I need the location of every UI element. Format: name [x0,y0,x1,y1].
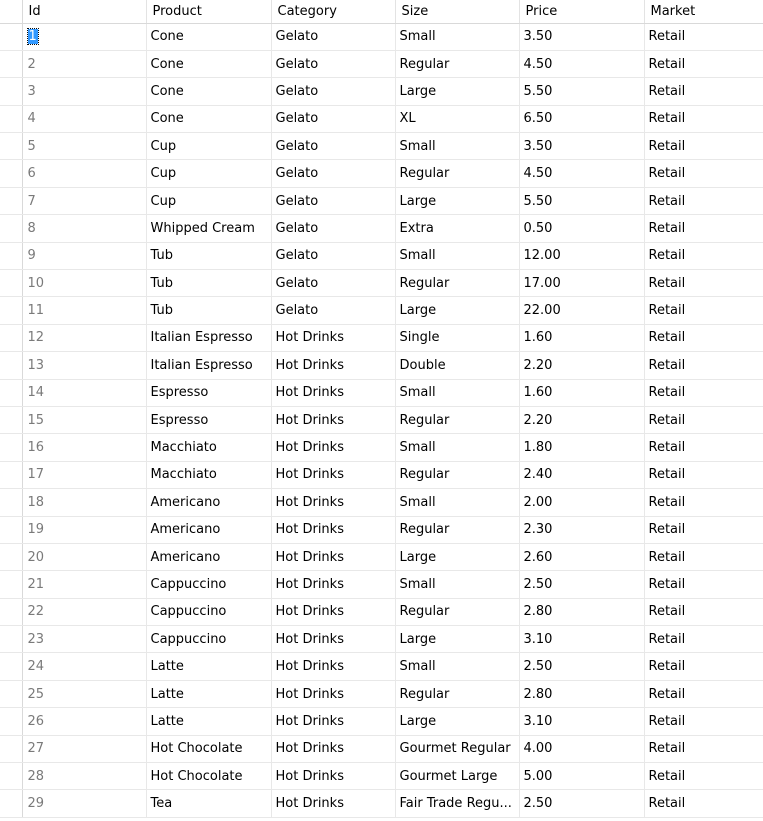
cell-market[interactable]: Retail [644,160,763,187]
cell-price[interactable]: 2.40 [519,461,644,488]
cell-product[interactable]: Cappuccino [146,571,271,598]
cell-product[interactable]: Latte [146,680,271,707]
cell-category[interactable]: Gelato [271,50,395,77]
cell-market[interactable]: Retail [644,543,763,570]
table-row[interactable] [0,270,763,297]
row-header[interactable] [0,406,22,433]
grid-body [0,23,763,817]
cell-market[interactable]: Retail [644,23,763,50]
cell-product[interactable]: Cone [146,23,271,50]
table-row[interactable] [0,489,763,516]
cell-product[interactable]: Whipped Cream [146,215,271,242]
cell-price[interactable]: 4.50 [519,160,644,187]
cell-id[interactable]: 9 [22,242,146,269]
cell-category[interactable]: Hot Drinks [271,516,395,543]
cell-price[interactable]: 6.50 [519,105,644,132]
cell-category[interactable]: Hot Drinks [271,571,395,598]
cell-category[interactable]: Hot Drinks [271,543,395,570]
table-row[interactable] [0,680,763,707]
table-row[interactable] [0,763,763,790]
cell-product[interactable]: Espresso [146,406,271,433]
row-header[interactable] [0,215,22,242]
cell-category[interactable]: Hot Drinks [271,489,395,516]
cell-category[interactable]: Gelato [271,160,395,187]
table-row[interactable] [0,379,763,406]
table-row[interactable] [0,708,763,735]
cell-id[interactable]: 18 [22,489,146,516]
cell-category[interactable]: Hot Drinks [271,434,395,461]
cell-market[interactable]: Retail [644,297,763,324]
row-header[interactable] [0,461,22,488]
cell-product[interactable]: Hot Chocolate [146,763,271,790]
cell-category[interactable]: Hot Drinks [271,680,395,707]
cell-price[interactable]: 22.00 [519,297,644,324]
row-header-corner[interactable] [0,0,22,23]
cell-size[interactable]: Regular [395,598,519,625]
cell-price[interactable]: 2.80 [519,598,644,625]
row-header[interactable] [0,23,22,50]
header-row [0,0,763,23]
cell-market[interactable]: Retail [644,598,763,625]
cell-size[interactable]: Double [395,352,519,379]
table-row[interactable] [0,133,763,160]
cell-price[interactable]: 3.10 [519,708,644,735]
cell-size[interactable]: Small [395,133,519,160]
cell-id[interactable]: 3 [22,78,146,105]
row-header[interactable] [0,160,22,187]
cell-category[interactable]: Gelato [271,133,395,160]
cell-size[interactable]: Gourmet Large [395,763,519,790]
cell-id[interactable]: 19 [22,516,146,543]
cell-size[interactable]: Small [395,571,519,598]
table-row[interactable] [0,78,763,105]
cell-size[interactable]: Regular [395,406,519,433]
cell-price[interactable]: 3.50 [519,23,644,50]
cell-size[interactable]: XL [395,105,519,132]
cell-price[interactable]: 1.60 [519,379,644,406]
cell-id[interactable]: 28 [22,763,146,790]
cell-id[interactable]: 6 [22,160,146,187]
row-header[interactable] [0,543,22,570]
cell-product[interactable]: Cappuccino [146,626,271,653]
cell-product[interactable]: Latte [146,708,271,735]
table-row[interactable] [0,105,763,132]
cell-market[interactable]: Retail [644,735,763,762]
row-header[interactable] [0,626,22,653]
cell-id[interactable]: 8 [22,215,146,242]
row-header[interactable] [0,50,22,77]
cell-id[interactable]: 10 [22,270,146,297]
cell-id[interactable]: 25 [22,680,146,707]
cell-price[interactable]: 5.50 [519,78,644,105]
column-header-market[interactable]: Market [644,0,763,23]
cell-price[interactable]: 12.00 [519,242,644,269]
column-header-size[interactable]: Size [395,0,519,23]
row-header[interactable] [0,708,22,735]
cell-price[interactable]: 2.20 [519,352,644,379]
row-header[interactable] [0,105,22,132]
cell-price[interactable]: 3.50 [519,133,644,160]
cell-price[interactable]: 2.50 [519,653,644,680]
table-row[interactable] [0,23,763,50]
cell-id[interactable]: 22 [22,598,146,625]
row-header[interactable] [0,242,22,269]
table-row[interactable] [0,571,763,598]
row-header[interactable] [0,352,22,379]
cell-id[interactable]: 24 [22,653,146,680]
row-header[interactable] [0,571,22,598]
cell-market[interactable]: Retail [644,489,763,516]
cell-size[interactable]: Regular [395,270,519,297]
row-header[interactable] [0,434,22,461]
cell-price[interactable]: 0.50 [519,215,644,242]
table-row[interactable] [0,406,763,433]
cell-id[interactable]: 12 [22,324,146,351]
cell-product[interactable]: Macchiato [146,461,271,488]
cell-price[interactable]: 2.20 [519,406,644,433]
cell-category[interactable]: Hot Drinks [271,763,395,790]
cell-price[interactable]: 2.50 [519,571,644,598]
cell-size[interactable]: Regular [395,680,519,707]
cell-product[interactable]: Tub [146,242,271,269]
cell-product[interactable]: Espresso [146,379,271,406]
row-header[interactable] [0,653,22,680]
cell-category[interactable]: Hot Drinks [271,324,395,351]
table-row[interactable] [0,434,763,461]
cell-market[interactable]: Retail [644,324,763,351]
row-header[interactable] [0,133,22,160]
cell-size[interactable]: Gourmet Regular [395,735,519,762]
table-row[interactable] [0,187,763,214]
cell-id[interactable]: 7 [22,187,146,214]
cell-market[interactable]: Retail [644,626,763,653]
cell-category[interactable]: Gelato [271,215,395,242]
table-row[interactable] [0,598,763,625]
row-header[interactable] [0,680,22,707]
row-header[interactable] [0,790,22,817]
cell-product[interactable]: Americano [146,489,271,516]
table-row[interactable] [0,790,763,817]
cell-product[interactable]: Cup [146,133,271,160]
cell-market[interactable]: Retail [644,78,763,105]
cell-category[interactable]: Hot Drinks [271,598,395,625]
cell-id[interactable]: 15 [22,406,146,433]
row-header[interactable] [0,735,22,762]
cell-category[interactable]: Hot Drinks [271,653,395,680]
cell-id[interactable]: 5 [22,133,146,160]
row-header[interactable] [0,324,22,351]
cell-product[interactable]: Cappuccino [146,598,271,625]
cell-market[interactable]: Retail [644,379,763,406]
cell-size[interactable]: Large [395,187,519,214]
cell-size[interactable]: Large [395,78,519,105]
cell-id[interactable]: 29 [22,790,146,817]
cell-size[interactable]: Extra [395,215,519,242]
cell-category[interactable]: Hot Drinks [271,379,395,406]
cell-size[interactable]: Small [395,434,519,461]
table-row[interactable] [0,297,763,324]
cell-category[interactable]: Hot Drinks [271,790,395,817]
cell-category[interactable]: Hot Drinks [271,352,395,379]
cell-id[interactable]: 11 [22,297,146,324]
row-header[interactable] [0,489,22,516]
cell-price[interactable]: 2.80 [519,680,644,707]
cell-price[interactable]: 2.30 [519,516,644,543]
cell-market[interactable]: Retail [644,680,763,707]
cell-category[interactable]: Gelato [271,187,395,214]
cell-size[interactable]: Regular [395,461,519,488]
table-row[interactable] [0,352,763,379]
selected-cell-value: 1 [28,29,37,45]
table-row[interactable] [0,160,763,187]
cell-product[interactable]: Cup [146,160,271,187]
table-row[interactable] [0,543,763,570]
cell-product[interactable]: Macchiato [146,434,271,461]
cell-size[interactable]: Fair Trade Regu... [395,790,519,817]
cell-id[interactable]: 26 [22,708,146,735]
cell-id[interactable]: 23 [22,626,146,653]
cell-size[interactable]: Large [395,626,519,653]
cell-price[interactable]: 4.50 [519,50,644,77]
cell-id[interactable]: 17 [22,461,146,488]
cell-market[interactable]: Retail [644,708,763,735]
cell-price[interactable]: 1.60 [519,324,644,351]
table-row[interactable] [0,626,763,653]
table-row[interactable] [0,461,763,488]
cell-product[interactable]: Tub [146,297,271,324]
cell-product[interactable]: Cone [146,105,271,132]
cell-market[interactable]: Retail [644,653,763,680]
row-header[interactable] [0,379,22,406]
cell-category[interactable]: Hot Drinks [271,735,395,762]
column-header-price[interactable]: Price [519,0,644,23]
cell-market[interactable]: Retail [644,352,763,379]
row-header[interactable] [0,297,22,324]
cell-price[interactable]: 1.80 [519,434,644,461]
cell-category[interactable]: Hot Drinks [271,626,395,653]
cell-product[interactable]: Cup [146,187,271,214]
column-header-id[interactable]: Id [22,0,146,23]
cell-product[interactable]: Hot Chocolate [146,735,271,762]
cell-product[interactable]: Italian Espresso [146,352,271,379]
cell-id[interactable]: 20 [22,543,146,570]
cell-category[interactable]: Hot Drinks [271,406,395,433]
cell-product[interactable]: Americano [146,516,271,543]
cell-market[interactable]: Retail [644,461,763,488]
row-header[interactable] [0,270,22,297]
cell-price[interactable]: 17.00 [519,270,644,297]
cell-category[interactable]: Gelato [271,78,395,105]
cell-category[interactable]: Gelato [271,242,395,269]
cell-size[interactable]: Small [395,23,519,50]
cell-product[interactable]: Latte [146,653,271,680]
cell-category[interactable]: Gelato [271,23,395,50]
cell-category[interactable]: Gelato [271,270,395,297]
cell-price[interactable]: 2.50 [519,790,644,817]
table-row[interactable] [0,50,763,77]
cell-size[interactable]: Single [395,324,519,351]
cell-id[interactable]: 27 [22,735,146,762]
column-header-product[interactable]: Product [146,0,271,23]
cell-size[interactable]: Small [395,242,519,269]
cell-market[interactable]: Retail [644,406,763,433]
cell-product[interactable]: Italian Espresso [146,324,271,351]
cell-price[interactable]: 2.00 [519,489,644,516]
cell-id[interactable]: 13 [22,352,146,379]
table-row[interactable] [0,516,763,543]
row-header[interactable] [0,763,22,790]
row-header[interactable] [0,78,22,105]
cell-product[interactable]: Tea [146,790,271,817]
table-row[interactable] [0,242,763,269]
cell-id[interactable] [22,23,146,50]
cell-category[interactable]: Hot Drinks [271,461,395,488]
cell-category[interactable]: Hot Drinks [271,708,395,735]
cell-price[interactable]: 5.00 [519,763,644,790]
cell-market[interactable]: Retail [644,516,763,543]
cell-market[interactable]: Retail [644,571,763,598]
cell-size[interactable]: Large [395,297,519,324]
cell-size[interactable]: Regular [395,50,519,77]
row-header[interactable] [0,516,22,543]
cell-market[interactable]: Retail [644,763,763,790]
cell-size[interactable]: Small [395,489,519,516]
column-header-category[interactable]: Category [271,0,395,23]
cell-id[interactable]: 14 [22,379,146,406]
cell-category[interactable]: Gelato [271,105,395,132]
cell-price[interactable]: 5.50 [519,187,644,214]
cell-price[interactable]: 4.00 [519,735,644,762]
cell-market[interactable]: Retail [644,187,763,214]
cell-category[interactable]: Gelato [271,297,395,324]
table-row[interactable] [0,653,763,680]
cell-market[interactable]: Retail [644,270,763,297]
cell-size[interactable]: Small [395,379,519,406]
table-row[interactable] [0,735,763,762]
cell-id[interactable]: 4 [22,105,146,132]
cell-market[interactable]: Retail [644,242,763,269]
cell-market[interactable]: Retail [644,434,763,461]
cell-id[interactable]: 16 [22,434,146,461]
cell-product[interactable]: Cone [146,50,271,77]
cell-size[interactable]: Regular [395,516,519,543]
cell-product[interactable]: Cone [146,78,271,105]
cell-market[interactable]: Retail [644,790,763,817]
cell-market[interactable]: Retail [644,50,763,77]
cell-market[interactable]: Retail [644,133,763,160]
cell-size[interactable]: Large [395,708,519,735]
cell-product[interactable]: Americano [146,543,271,570]
cell-price[interactable]: 3.10 [519,626,644,653]
cell-size[interactable]: Large [395,543,519,570]
table-row[interactable] [0,324,763,351]
row-header[interactable] [0,187,22,214]
cell-size[interactable]: Small [395,653,519,680]
table-row[interactable] [0,215,763,242]
cell-id[interactable]: 21 [22,571,146,598]
cell-market[interactable]: Retail [644,215,763,242]
cell-market[interactable]: Retail [644,105,763,132]
row-header[interactable] [0,598,22,625]
cell-size[interactable]: Regular [395,160,519,187]
cell-id[interactable]: 2 [22,50,146,77]
cell-product[interactable]: Tub [146,270,271,297]
cell-price[interactable]: 2.60 [519,543,644,570]
